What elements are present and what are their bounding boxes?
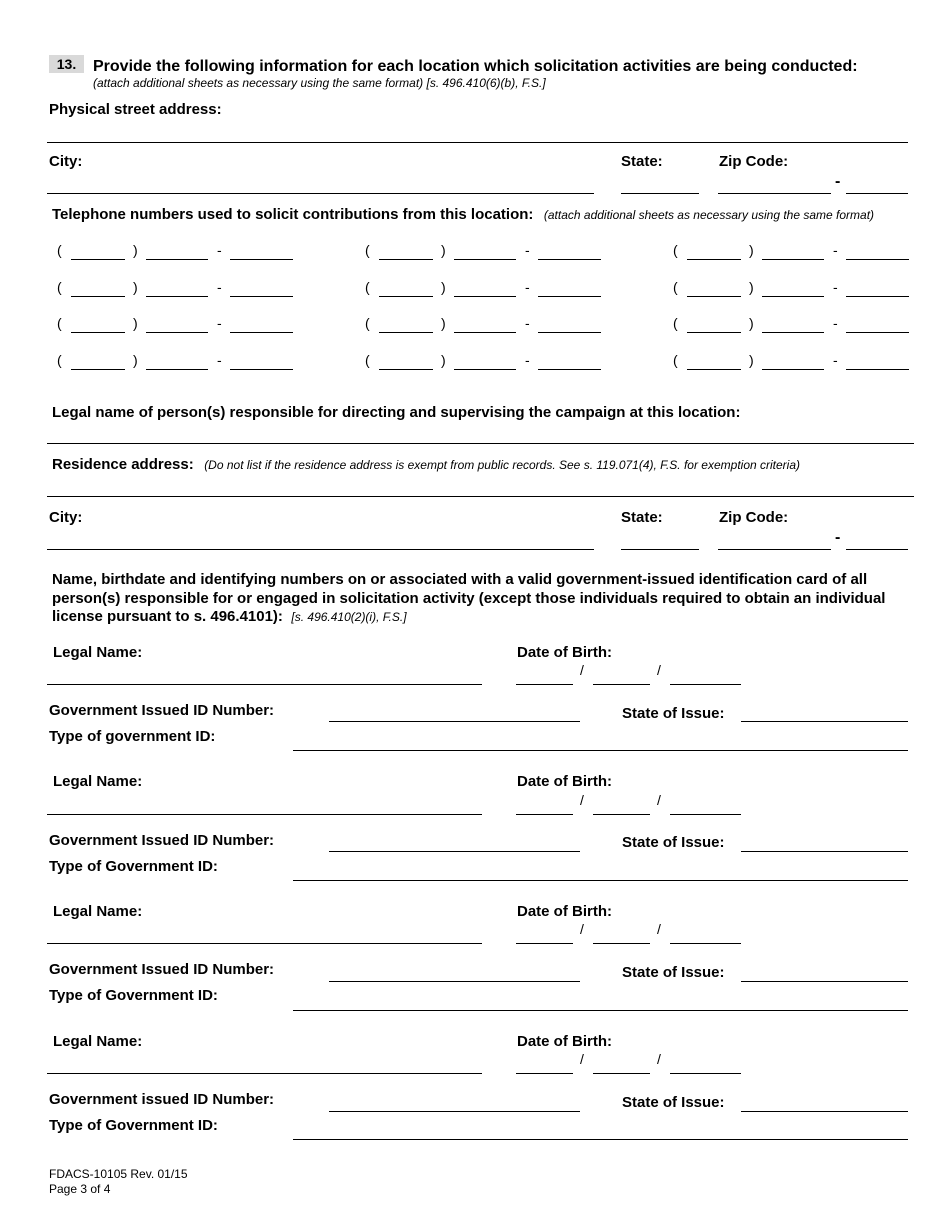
phone-dash: - — [525, 315, 530, 331]
phone-dash: - — [217, 279, 222, 295]
legal-name-field[interactable] — [47, 1073, 482, 1074]
dob-month-field[interactable] — [516, 943, 573, 944]
state-field[interactable] — [621, 193, 699, 194]
phone-paren: ) — [441, 279, 446, 295]
phones-heading — [52, 206, 874, 224]
dob-slash: / — [580, 792, 584, 808]
area-code-field[interactable] — [379, 369, 433, 370]
dob-month-field[interactable] — [516, 684, 573, 685]
section-title: Provide the following information for each location which solicitation activities are being conducted: — [93, 58, 858, 75]
phone-dash: - — [833, 242, 838, 258]
dob-day-field[interactable] — [593, 814, 650, 815]
city-label: City: — [49, 153, 83, 170]
phone-paren: ) — [133, 279, 138, 295]
area-code-field[interactable] — [687, 332, 741, 333]
phone-dash: - — [833, 352, 838, 368]
area-code-field[interactable] — [379, 296, 433, 297]
dob-day-field[interactable] — [593, 943, 650, 944]
responsible-person-label: Legal name of person(s) responsible for directing and supervising the campaign at this location: — [52, 404, 741, 421]
area-code-field[interactable] — [379, 332, 433, 333]
prefix-field[interactable] — [454, 332, 516, 333]
phone-paren: ) — [749, 352, 754, 368]
dob-year-field[interactable] — [670, 814, 741, 815]
prefix-field[interactable] — [762, 369, 824, 370]
prefix-field[interactable] — [454, 296, 516, 297]
person-block — [0, 644, 950, 756]
area-code-field[interactable] — [687, 369, 741, 370]
phone-paren: ( — [673, 279, 678, 295]
id-type-field[interactable] — [293, 1010, 908, 1011]
phone-dash: - — [525, 279, 530, 295]
prefix-field[interactable] — [146, 296, 208, 297]
street-address-field[interactable] — [47, 142, 908, 143]
phone-dash: - — [525, 242, 530, 258]
dob-label: Date of Birth: — [517, 644, 612, 661]
legal-name-field[interactable] — [47, 814, 482, 815]
phone-paren: ( — [365, 242, 370, 258]
person-block — [0, 1033, 950, 1145]
state-of-issue-label: State of Issue: — [622, 705, 725, 722]
phone-paren: ( — [57, 242, 62, 258]
responsible-person-field[interactable] — [47, 443, 914, 444]
state-of-issue-label: State of Issue: — [622, 1094, 725, 1111]
line-number-field[interactable] — [846, 259, 909, 260]
zip-plus4-field[interactable] — [846, 193, 908, 194]
state-of-issue-field[interactable] — [741, 1111, 908, 1112]
residence-zip-plus4-field[interactable] — [846, 549, 908, 550]
area-code-field[interactable] — [71, 259, 125, 260]
phone-dash: - — [833, 279, 838, 295]
identification-line-1: Name, birthdate and identifying numbers on or associated with a valid government-issued identification card of all — [52, 571, 868, 588]
phones-label: Telephone numbers used to solicit contributions from this location: — [52, 206, 534, 223]
area-code-field[interactable] — [71, 332, 125, 333]
zip-code-label: Zip Code: — [719, 153, 789, 170]
phone-dash: - — [833, 315, 838, 331]
phone-paren: ) — [441, 242, 446, 258]
phone-paren: ( — [673, 352, 678, 368]
state-of-issue-field[interactable] — [741, 851, 908, 852]
dob-slash: / — [580, 662, 584, 678]
line-number-field[interactable] — [538, 369, 601, 370]
line-number-field[interactable] — [538, 332, 601, 333]
legal-name-label: Legal Name: — [53, 644, 143, 661]
id-number-field[interactable] — [329, 981, 580, 982]
dob-slash: / — [657, 1051, 661, 1067]
person-block — [0, 773, 950, 885]
legal-name-field[interactable] — [47, 684, 482, 685]
residence-zip-label: Zip Code: — [719, 509, 789, 526]
identification-line-2: person(s) responsible for or engaged in solicitation activity (except those individuals required to obtain an individual — [52, 590, 886, 607]
id-number-field[interactable] — [329, 851, 580, 852]
id-number-field[interactable] — [329, 721, 580, 722]
form-id: FDACS-10105 Rev. 01/15 — [49, 1167, 188, 1181]
dob-day-field[interactable] — [593, 1073, 650, 1074]
phone-dash: - — [525, 352, 530, 368]
dob-slash: / — [580, 1051, 584, 1067]
state-of-issue-field[interactable] — [741, 981, 908, 982]
prefix-field[interactable] — [762, 332, 824, 333]
state-label: State: — [621, 153, 663, 170]
line-number-field[interactable] — [230, 332, 293, 333]
state-of-issue-label: State of Issue: — [622, 964, 725, 981]
phone-paren: ( — [57, 315, 62, 331]
residence-zip-dash: - — [835, 529, 841, 546]
dob-label: Date of Birth: — [517, 773, 612, 790]
residence-city-field[interactable] — [47, 549, 594, 550]
phone-paren: ) — [133, 352, 138, 368]
area-code-field[interactable] — [687, 259, 741, 260]
prefix-field[interactable] — [762, 259, 824, 260]
line-number-field[interactable] — [846, 296, 909, 297]
residence-state-field[interactable] — [621, 549, 699, 550]
id-number-label: Government issued ID Number: — [49, 1091, 275, 1108]
identification-line-3-wrap — [52, 608, 407, 626]
dob-slash: / — [657, 921, 661, 937]
phone-paren: ) — [749, 279, 754, 295]
line-number-field[interactable] — [846, 369, 909, 370]
prefix-field[interactable] — [146, 332, 208, 333]
phone-dash: - — [217, 242, 222, 258]
dob-year-field[interactable] — [670, 943, 741, 944]
zip-dash: - — [835, 173, 841, 190]
prefix-field[interactable] — [454, 259, 516, 260]
legal-name-label: Legal Name: — [53, 903, 143, 920]
phone-paren: ) — [441, 315, 446, 331]
phone-paren: ( — [365, 352, 370, 368]
phone-dash: - — [217, 352, 222, 368]
phones-note: (attach additional sheets as necessary using the same format) — [543, 208, 875, 222]
phone-paren: ) — [133, 315, 138, 331]
id-type-label: Type of government ID: — [49, 728, 216, 745]
area-code-field[interactable] — [379, 259, 433, 260]
phone-paren: ( — [57, 352, 62, 368]
residence-state-label: State: — [621, 509, 663, 526]
identification-line-3: license pursuant to s. 496.4101): — [52, 608, 283, 625]
page-number: Page 3 of 4 — [49, 1182, 111, 1196]
residence-heading — [52, 456, 800, 474]
phone-paren: ) — [441, 352, 446, 368]
city-field[interactable] — [47, 193, 594, 194]
dob-slash: / — [580, 921, 584, 937]
section-number: 13. — [49, 55, 84, 73]
state-of-issue-field[interactable] — [741, 721, 908, 722]
area-code-field[interactable] — [71, 369, 125, 370]
dob-year-field[interactable] — [670, 684, 741, 685]
line-number-field[interactable] — [846, 332, 909, 333]
street-address-label: Physical street address: — [49, 101, 222, 118]
id-type-field[interactable] — [293, 750, 908, 751]
phone-paren: ) — [749, 242, 754, 258]
legal-name-label: Legal Name: — [53, 1033, 143, 1050]
id-type-label: Type of Government ID: — [49, 1117, 218, 1134]
id-type-label: Type of Government ID: — [49, 858, 218, 875]
legal-name-label: Legal Name: — [53, 773, 143, 790]
dob-month-field[interactable] — [516, 1073, 573, 1074]
id-number-field[interactable] — [329, 1111, 580, 1112]
line-number-field[interactable] — [230, 259, 293, 260]
prefix-field[interactable] — [146, 259, 208, 260]
id-type-field[interactable] — [293, 1139, 908, 1140]
section-subtitle: (attach additional sheets as necessary using the same format) [s. 496.410(6)(b), F.S.] — [93, 76, 546, 90]
residence-address-label: Residence address: — [52, 456, 194, 473]
line-number-field[interactable] — [538, 296, 601, 297]
dob-slash: / — [657, 662, 661, 678]
dob-label: Date of Birth: — [517, 903, 612, 920]
area-code-field[interactable] — [71, 296, 125, 297]
phone-paren: ) — [749, 315, 754, 331]
dob-label: Date of Birth: — [517, 1033, 612, 1050]
residence-city-label: City: — [49, 509, 83, 526]
legal-name-field[interactable] — [47, 943, 482, 944]
id-number-label: Government Issued ID Number: — [49, 702, 275, 719]
zip-code-field[interactable] — [718, 193, 831, 194]
dob-slash: / — [657, 792, 661, 808]
person-block — [0, 903, 950, 1015]
phone-paren: ( — [57, 279, 62, 295]
id-type-field[interactable] — [293, 880, 908, 881]
phone-paren: ) — [133, 242, 138, 258]
area-code-field[interactable] — [687, 296, 741, 297]
dob-day-field[interactable] — [593, 684, 650, 685]
id-type-label: Type of Government ID: — [49, 987, 218, 1004]
phone-paren: ( — [673, 315, 678, 331]
residence-note: (Do not list if the residence address is exempt from public records. See s. 119.071(4), F.S. for exemption criteria) — [204, 458, 801, 472]
phone-dash: - — [217, 315, 222, 331]
phone-paren: ( — [673, 242, 678, 258]
line-number-field[interactable] — [230, 369, 293, 370]
residence-address-field[interactable] — [47, 496, 914, 497]
line-number-field[interactable] — [230, 296, 293, 297]
id-number-label: Government Issued ID Number: — [49, 832, 275, 849]
id-number-label: Government Issued ID Number: — [49, 961, 275, 978]
phone-paren: ( — [365, 315, 370, 331]
prefix-field[interactable] — [146, 369, 208, 370]
residence-zip-field[interactable] — [718, 549, 831, 550]
line-number-field[interactable] — [538, 259, 601, 260]
dob-year-field[interactable] — [670, 1073, 741, 1074]
state-of-issue-label: State of Issue: — [622, 834, 725, 851]
dob-month-field[interactable] — [516, 814, 573, 815]
prefix-field[interactable] — [454, 369, 516, 370]
prefix-field[interactable] — [762, 296, 824, 297]
phone-paren: ( — [365, 279, 370, 295]
identification-citation: [s. 496.410(2)(i), F.S.] — [291, 610, 407, 624]
